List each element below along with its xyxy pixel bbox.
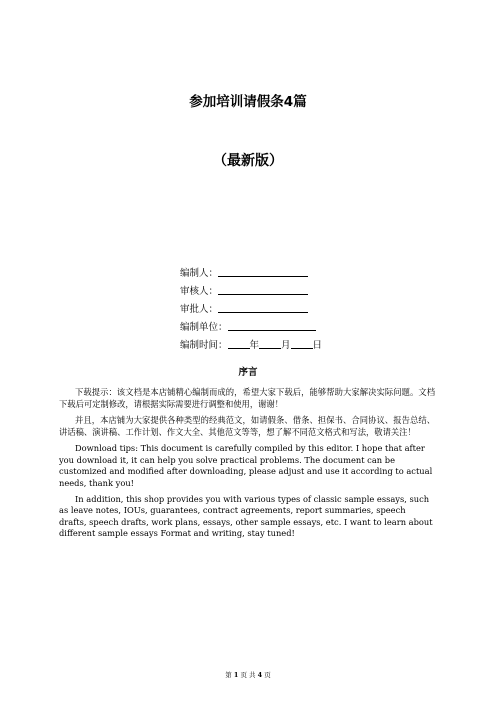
day-char: 日 (312, 340, 323, 351)
year-blank-line (228, 337, 250, 349)
page-footer (0, 670, 496, 679)
reviewer-label: 审核人： (180, 286, 219, 297)
time-label: 编制时间： (180, 340, 228, 351)
reviewer-row (180, 283, 340, 301)
editor-label: 编制人： (180, 268, 219, 279)
info-block (180, 265, 340, 355)
preface-body (59, 387, 435, 545)
footer-suffix: 页 (264, 671, 271, 679)
time-row (180, 337, 340, 355)
editor-row (180, 265, 340, 283)
document-subtitle: （最新版） (213, 153, 283, 169)
month-char: 月 (281, 340, 291, 351)
day-blank-line (291, 337, 313, 349)
unit-row (180, 319, 340, 337)
document-title: 参加培训请假条4篇 (189, 94, 307, 110)
footer-total-pages: 4 (257, 671, 263, 679)
footer-current-page: 1 (233, 671, 239, 679)
preface-paragraph: Download tips: This document is carefully compiled by this editor. I hope that after you download it, it can help you solve practical problems. The document can be customized and modified after downloading, please adjust and use it according to actual needs, thank you! (59, 443, 433, 488)
footer-prefix: 第 (225, 671, 232, 679)
month-blank-line (259, 337, 281, 349)
preface-heading: 序言 (238, 367, 258, 378)
approver-blank-line (218, 301, 308, 313)
preface-paragraph: 下载提示：该文档是本店铺精心编制而成的，希望大家下载后，能够帮助大家解决实际问题。文档下载后可定制修改，请根据实际需要进行调整和使用，谢谢！ (59, 387, 435, 409)
year-char: 年 (249, 340, 260, 351)
unit-blank-line (228, 319, 316, 331)
unit-label: 编制单位： (180, 322, 228, 333)
preface-paragraph: 并且，本店铺为大家提供各种类型的经典范文，如请假条、借条、担保书、合同协议、报告总结、讲话稿、演讲稿、工作计划、作文大全、其他范文等等，想了解不同范文格式和写法，敬请关注！ (59, 415, 435, 437)
editor-blank-line (218, 265, 308, 277)
approver-row (180, 301, 340, 319)
preface-paragraph: In addition, this shop provides you with various types of classic sample essays, such as leave notes, IOUs, guarantees, contract agreements, report summaries, speech drafts, speech drafts, work plans, essays, other sample essays, etc. I want to learn about different sample essays Format and writing, stay tuned! (59, 494, 433, 539)
footer-middle: 页 共 (240, 671, 256, 679)
reviewer-blank-line (218, 283, 308, 295)
approver-label: 审批人： (180, 304, 219, 315)
